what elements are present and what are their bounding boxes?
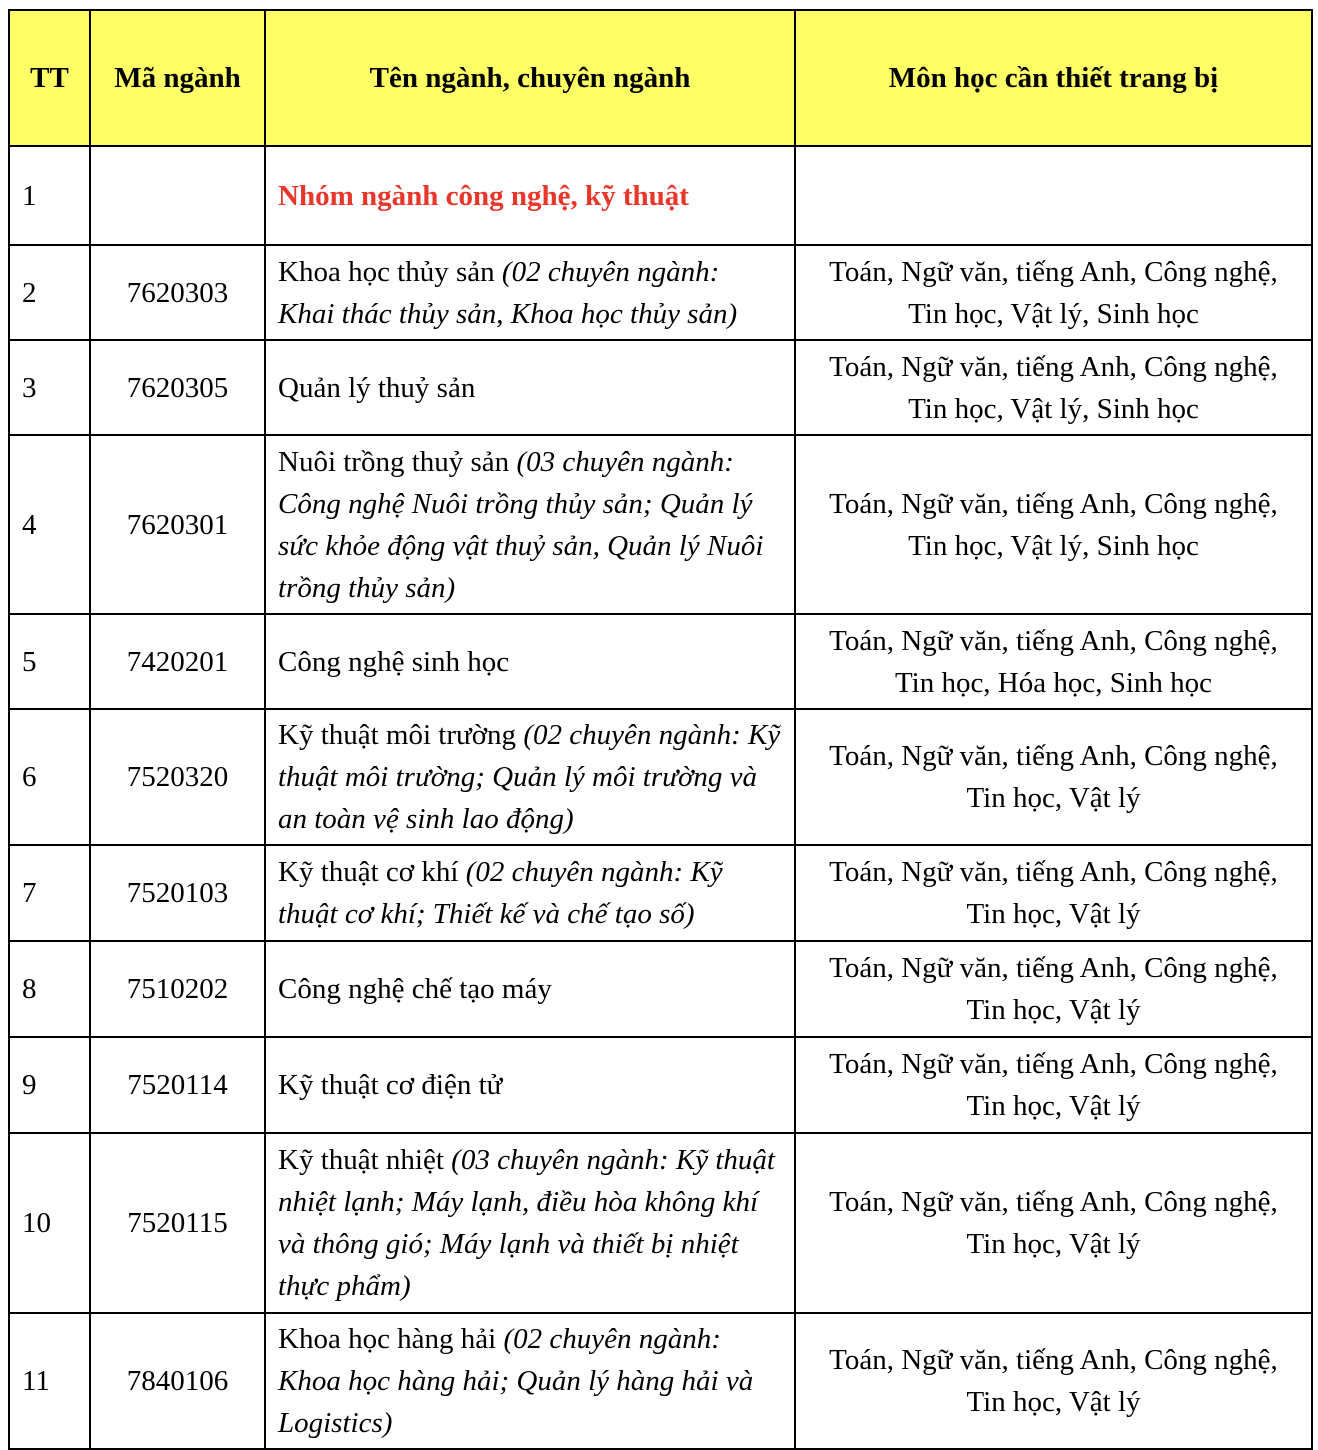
group-row [9,146,1312,245]
row-tt: 7 [9,845,90,941]
row-code: 7840106 [90,1313,265,1449]
row-subjects-line-2: Tin học, Vật lý [966,994,1141,1026]
row-specialization-note: (03 chuyên ngành: Kỹ thuật nhiệt lạnh; Máy lạnh, điều hòa không khí và thông gió; Máy lạnh và thiết bị nhiệt thực phẩm) [278,1144,775,1302]
row-subjects-cell [795,709,1312,845]
table-row [9,845,1312,941]
row-subjects-cell [795,435,1312,614]
row-subjects-line-2: Tin học, Vật lý [966,1090,1141,1122]
row-name-cell [265,435,795,614]
table-header-row [9,10,1312,146]
row-specialization-note: (02 chuyên ngành: Khai thác thủy sản, Khoa học thủy sản) [278,255,738,330]
header-tt: TT [9,10,90,146]
row-subjects-cell [795,340,1312,435]
row-name: Kỹ thuật cơ điện tử [278,1069,503,1101]
row-name-cell [265,941,795,1037]
row-tt: 8 [9,941,90,1037]
row-name-cell [265,340,795,435]
row-specialization-note: (03 chuyên ngành: Công nghệ Nuôi trồng thủy sản; Quản lý sức khỏe động vật thuỷ sản, Quản lý Nuôi trồng thủy sản) [278,445,764,604]
row-tt: 10 [9,1133,90,1313]
table-row [9,435,1312,614]
row-tt: 4 [9,435,90,614]
majors-table-container [8,9,1311,1450]
row-name: Kỹ thuật cơ khí [278,856,459,888]
row-specialization-note: (02 chuyên ngành: Khoa học hàng hải; Quản lý hàng hải và Logistics) [278,1323,754,1439]
row-name-cell [265,614,795,709]
row-name: Công nghệ chế tạo máy [278,973,552,1005]
table-row [9,1313,1312,1449]
row-subjects-line-1: Toán, Ngữ văn, tiếng Anh, Công nghệ, [829,1048,1278,1080]
row-tt: 5 [9,614,90,709]
row-name-cell [265,245,795,340]
row-subjects-line-2: Tin học, Vật lý [966,782,1141,814]
row-name: Nuôi trồng thuỷ sản [278,445,510,478]
row-subjects-cell [795,845,1312,941]
row-subjects-cell [795,1037,1312,1133]
table-row [9,941,1312,1037]
row-subjects-line-2: Tin học, Vật lý [966,898,1141,930]
row-code: 7520115 [90,1133,265,1313]
table-row [9,1133,1312,1313]
row-tt: 9 [9,1037,90,1133]
row-subjects-line-2: Tin học, Hóa học, Sinh học [894,666,1213,699]
row-name: Kỹ thuật môi trường [278,719,517,751]
header-name: Tên ngành, chuyên ngành [265,10,795,146]
table-row [9,245,1312,340]
row-subjects-line-1: Toán, Ngữ văn, tiếng Anh, Công nghệ, [829,624,1278,657]
row-subjects-line-2: Tin học, Vật lý, Sinh học [908,297,1199,330]
row-tt: 3 [9,340,90,435]
row-name: Khoa học hàng hải [278,1323,497,1355]
row-code: 7420201 [90,614,265,709]
row-subjects-line-2: Tin học, Vật lý, Sinh học [908,529,1199,562]
row-specialization-note: (02 chuyên ngành: Kỹ thuật môi trường; Quản lý môi trường và an toàn vệ sinh lao động) [278,719,781,835]
row-subjects-line-2: Tin học, Vật lý [966,1228,1141,1260]
row-tt: 2 [9,245,90,340]
row-code: 7620303 [90,245,265,340]
row-name-cell [265,1037,795,1133]
row-code: 7510202 [90,941,265,1037]
row-subjects-cell [795,1313,1312,1449]
row-name-cell [265,709,795,845]
row-subjects-line-1: Toán, Ngữ văn, tiếng Anh, Công nghệ, [829,1344,1278,1376]
row-subjects-cell [795,941,1312,1037]
row-name: Kỹ thuật nhiệt [278,1144,444,1176]
row-subjects-line-1: Toán, Ngữ văn, tiếng Anh, Công nghệ, [829,255,1278,288]
header-code: Mã ngành [90,10,265,146]
row-code: 7520114 [90,1037,265,1133]
row-code: 7520320 [90,709,265,845]
group-row-title-cell [265,146,795,245]
row-code: 7620301 [90,435,265,614]
table-row [9,614,1312,709]
row-subjects-line-1: Toán, Ngữ văn, tiếng Anh, Công nghệ, [829,487,1278,520]
row-specialization-note: (02 chuyên ngành: Kỹ thuật cơ khí; Thiết kế và chế tạo số) [278,856,723,930]
majors-table [8,9,1313,1450]
header-subjects: Môn học cần thiết trang bị [795,10,1312,146]
row-name-cell [265,845,795,941]
row-name: Công nghệ sinh học [278,645,510,678]
row-subjects-line-2: Tin học, Vật lý, Sinh học [908,392,1199,425]
group-row-tt: 1 [9,146,90,245]
table-row [9,340,1312,435]
row-name: Quản lý thuỷ sản [278,371,476,404]
row-code: 7620305 [90,340,265,435]
row-subjects-cell [795,245,1312,340]
row-subjects-cell [795,1133,1312,1313]
row-name: Khoa học thủy sản [278,255,495,288]
row-subjects-line-2: Tin học, Vật lý [966,1386,1141,1418]
row-subjects-cell [795,614,1312,709]
row-name-cell [265,1133,795,1313]
row-subjects-line-1: Toán, Ngữ văn, tiếng Anh, Công nghệ, [829,740,1278,772]
table-row [9,709,1312,845]
row-tt: 11 [9,1313,90,1449]
row-subjects-line-1: Toán, Ngữ văn, tiếng Anh, Công nghệ, [829,350,1278,383]
group-row-code [90,146,265,245]
group-title: Nhóm ngành công nghệ, kỹ thuật [278,179,689,212]
row-name-cell [265,1313,795,1449]
table-row [9,1037,1312,1133]
row-subjects-line-1: Toán, Ngữ văn, tiếng Anh, Công nghệ, [829,952,1278,984]
group-row-subjects [795,146,1312,245]
row-tt: 6 [9,709,90,845]
row-subjects-line-1: Toán, Ngữ văn, tiếng Anh, Công nghệ, [829,1186,1278,1218]
row-subjects-line-1: Toán, Ngữ văn, tiếng Anh, Công nghệ, [829,856,1278,888]
row-code: 7520103 [90,845,265,941]
